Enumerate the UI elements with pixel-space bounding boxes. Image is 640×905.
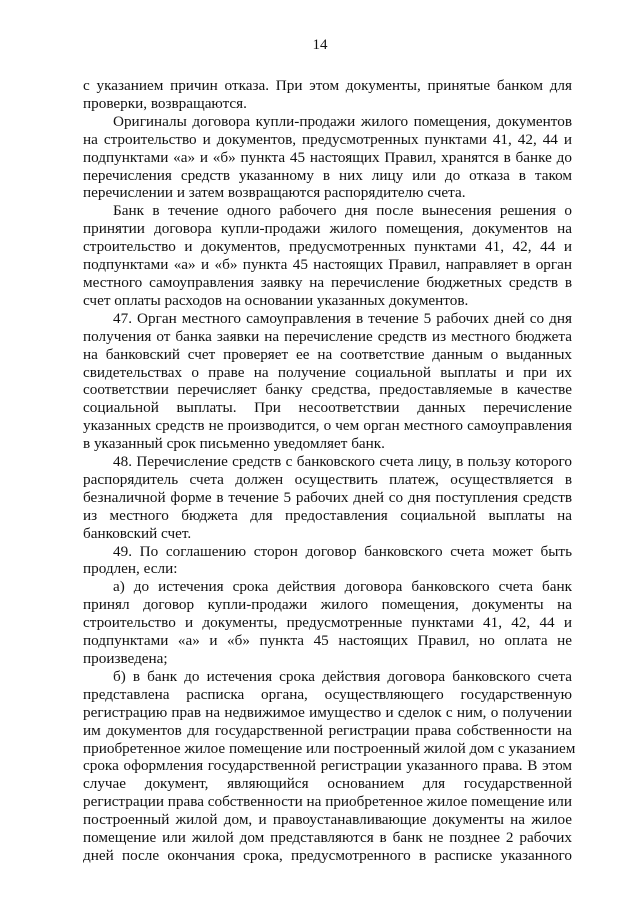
text-line: соответствии перечисляет банку средства, предоставляемые в качестве: [83, 381, 572, 399]
text-line: подпунктами «а» и «б» пункта 45 настоящих Правил, хранятся в банке до: [83, 148, 572, 166]
text-line: банковский счет.: [83, 524, 192, 542]
text-line: безналичной форме в течение 5 рабочих дней со дня поступления средств: [83, 488, 572, 506]
text-line: 49. По соглашению сторон договор банковского счета может быть: [113, 542, 572, 560]
text-line: строительство и документов, предусмотренных пунктами 41, 42, 44 и: [83, 238, 572, 256]
paragraph: [83, 578, 572, 668]
text-line: представлена расписка органа, осуществляющего государственную: [83, 685, 572, 703]
text-line: получения от банка заявки на перечисление средств из местного бюджета: [83, 327, 572, 345]
text-line: принял договор купли-продажи жилого помещения, документы на: [83, 596, 572, 614]
text-line: на банковский счет проверяет ее на соответствие данным о выданных: [83, 345, 572, 363]
text-line: на строительство и документов, предусмотренных пунктами 41, 42, 44 и: [83, 130, 572, 148]
text-line: проверки, возвращаются.: [83, 94, 247, 112]
text-line: перечисления средств указанному в них лицу или до отказа в таком: [83, 166, 572, 184]
document-body: [83, 77, 576, 865]
text-line: из местного бюджета для предоставления социальной выплаты на: [83, 506, 572, 524]
text-line: продлен, если:: [83, 560, 178, 578]
text-line: регистрации права собственности на приобретенное жилое помещение или: [83, 793, 573, 811]
text-line: дней после окончания срока, предусмотренного в расписке указанного: [83, 846, 572, 864]
text-line: перечислении и затем возвращаются распорядителю счета.: [83, 184, 466, 202]
paragraph: [83, 202, 572, 309]
text-line: срока оформления государственной регистрации указанного права. В этом: [83, 757, 572, 775]
text-line: Банк в течение одного рабочего дня после вынесения решения о: [113, 202, 572, 220]
text-line: в указанный срок письменно уведомляет банк.: [83, 435, 385, 453]
text-line: принятии договора купли-продажи жилого помещения, документов на: [83, 220, 572, 238]
text-line: с указанием причин отказа. При этом документы, принятые банком для: [83, 77, 572, 94]
paragraph: [83, 310, 572, 453]
paragraph: [83, 543, 572, 579]
text-line: 47. Орган местного самоуправления в течение 5 рабочих дней со дня: [113, 309, 572, 327]
text-line: подпунктами «а» и «б» пункта 45 настоящих Правил, направляет в орган: [83, 256, 572, 274]
text-line: помещение или жилой дом представляются в банк не позднее 2 рабочих: [83, 829, 572, 847]
text-line: распорядитель счета должен осуществить платеж, осуществляется в: [83, 470, 572, 488]
text-line: строительство и документы, предусмотренные пунктами 41, 42, 44 и: [83, 614, 572, 632]
text-line: б) в банк до истечения срока действия договора банковского счета: [113, 667, 572, 685]
text-line: подпунктами «а» и «б» пункта 45 настоящих Правил, но оплата не: [83, 632, 572, 650]
text-line: построенный жилой дом, и правоустанавливающие документы на жилое: [83, 811, 572, 829]
text-line: свидетельствах о праве на получение социальной выплаты и при их: [83, 363, 572, 381]
text-line: произведена;: [83, 650, 168, 667]
page-number: 14: [312, 37, 328, 53]
text-line: Оригиналы договора купли-продажи жилого помещения, документов: [113, 112, 572, 130]
paragraph: [83, 453, 572, 543]
paragraph: [83, 667, 576, 865]
paragraph: [83, 113, 572, 203]
text-line: социальной выплаты. При несоответствии данных перечисление: [83, 399, 572, 417]
text-line: регистрацию прав на недвижимое имущество и сделок с ним, о получении: [83, 703, 572, 721]
text-line: 48. Перечисление средств с банковского счета лицу, в пользу которого: [113, 453, 572, 471]
text-line: случае документ, являющийся основанием для государственной: [83, 775, 572, 793]
text-line: им документов для государственной регистрации права собственности на: [83, 721, 572, 739]
text-line: указанных средств не производится, о чем орган местного самоуправления: [83, 417, 572, 435]
text-line: счет оплаты расходов на основании указанных документов.: [83, 291, 469, 309]
text-line: приобретенное жилое помещение или построенный жилой дом с указанием: [83, 739, 576, 757]
text-line: а) до истечения срока действия договора банковского счета банк: [113, 578, 572, 596]
text-line: местного самоуправления заявку на перечисление бюджетных средств в: [83, 273, 572, 291]
paragraph: [83, 77, 572, 113]
